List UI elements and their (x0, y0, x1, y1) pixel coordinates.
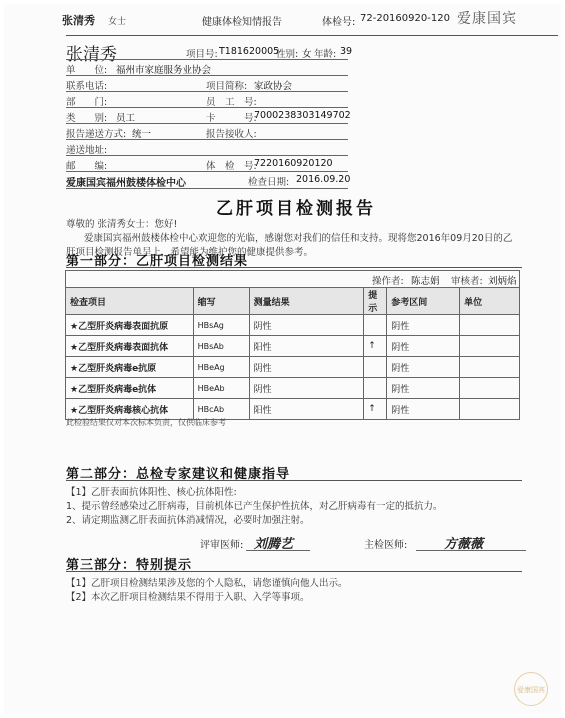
reviewer-label: 审核者: (451, 276, 483, 287)
info-underline (66, 139, 348, 140)
cell-ref: 阴性 (387, 378, 460, 399)
cell-item: ★乙型肝炎病毒表面抗体 (66, 336, 194, 357)
cell-hint: ↑ (364, 399, 387, 420)
reviewer-doctor-signature: 刘腾艺 (254, 537, 294, 552)
cell-abbr: HBsAg (193, 315, 249, 336)
info-underline (66, 188, 348, 189)
section3-rule (66, 571, 522, 572)
project-no-label: 项目号: (186, 49, 218, 60)
cell-unit (460, 357, 520, 378)
project-short-label: 项目简称: (206, 81, 248, 92)
info-underline (66, 155, 348, 156)
info-underline (66, 123, 348, 124)
report-page (4, 4, 561, 714)
info-underline (66, 107, 348, 108)
operator-label: 操作者: (372, 276, 404, 287)
cell-item: ★乙型肝炎病毒表面抗原 (66, 315, 194, 336)
header-patient-name: 张清秀 (62, 14, 95, 27)
address-label: 递送地址: (66, 145, 108, 156)
column-header-hint: 提示 (364, 288, 387, 315)
table-row (66, 336, 520, 357)
cell-abbr: HBsAb (193, 336, 249, 357)
cell-hint (364, 315, 387, 336)
info-underline (66, 171, 348, 172)
signature-underline (416, 550, 526, 551)
greeting: 尊敬的 张清秀女士：您好! (66, 219, 178, 230)
cell-hint (364, 357, 387, 378)
cell-result: 阴性 (249, 315, 364, 336)
header-doc-name: 健康体检知情报告 (202, 17, 282, 28)
category-label: 类 别: (66, 113, 108, 124)
brand-logo-text: 爱康国宾 (457, 11, 517, 27)
corner-seal (514, 672, 548, 706)
section2-rule (66, 480, 522, 481)
signature-underline (246, 550, 310, 551)
project-no: T181620005 (219, 46, 280, 57)
notice-line-2: 【2】本次乙肝项目检测结果不得用于入职、入学等事项。 (66, 592, 310, 603)
reviewer-doctor-label: 评审医师: (200, 540, 244, 551)
advice-line-2: 1、提示曾经感染过乙肝病毒，目前机体已产生保护性抗体，对乙肝病毒有一定的抵抗力。 (66, 501, 443, 512)
column-header-ref: 参考区间 (387, 288, 460, 315)
receiver-label: 报告接收人: (206, 129, 257, 140)
cell-item: ★乙型肝炎病毒e抗原 (66, 357, 194, 378)
result-note: 此检验结果仅对本次标本负责，仅供临床参考 (66, 418, 226, 427)
advice-line-1: 【1】乙肝表面抗体阳性、核心抗体阳性: (66, 487, 237, 498)
column-header-item: 检查项目 (66, 288, 194, 315)
advice-line-3: 2、请定期监测乙肝表面抗体消减情况，必要时加强注射。 (66, 515, 310, 526)
cell-unit (460, 399, 520, 420)
patient-name: 张清秀 (66, 45, 117, 65)
chief-doctor-label: 主检医师: (364, 540, 408, 551)
age-label: 年龄: (314, 49, 337, 60)
cell-unit (460, 315, 520, 336)
patient-underline (66, 59, 348, 60)
cell-hint: ↑ (364, 336, 387, 357)
cell-ref: 阴性 (387, 315, 460, 336)
cell-result: 阴性 (249, 357, 364, 378)
cell-abbr: HBeAg (193, 357, 249, 378)
section1-rule (66, 267, 522, 268)
results-table (65, 287, 520, 420)
unit-value: 福州市家庭服务业协会 (116, 65, 212, 76)
category-value: 员工 (116, 113, 136, 124)
column-header-abbr: 缩写 (193, 288, 249, 315)
cell-result: 阳性 (249, 399, 364, 420)
header-divider (66, 35, 558, 36)
exam-no-value: 7220160920120 (254, 158, 333, 169)
info-underline (66, 75, 348, 76)
center-name: 爱康国宾福州鼓楼体检中心 (66, 178, 186, 189)
delivery-value: 统一 (132, 129, 152, 140)
header-title-suffix: 女士 (108, 17, 127, 27)
postcode-label: 邮 编: (66, 161, 108, 172)
date-label: 检查日期: (248, 177, 290, 188)
reviewer-name: 刘炳焰 (488, 276, 517, 287)
cell-result: 阴性 (249, 378, 364, 399)
cell-abbr: HBcAb (193, 399, 249, 420)
phone-label: 联系电话: (66, 81, 108, 92)
table-row (66, 378, 520, 399)
header-exam-no: 72-20160920-120 (360, 13, 450, 24)
cell-ref: 阴性 (387, 357, 460, 378)
table-row (66, 315, 520, 336)
corner-seal-text: 爱康国宾 (517, 686, 545, 694)
delivery-label: 报告递送方式: (66, 129, 127, 140)
age: 39 (340, 46, 353, 57)
employee-no-label: 员 工 号: (206, 97, 257, 108)
cell-result: 阳性 (249, 336, 364, 357)
header-exam-label: 体检号: (322, 17, 356, 28)
info-underline (66, 91, 348, 92)
cell-abbr: HBeAb (193, 378, 249, 399)
cell-item: ★乙型肝炎病毒核心抗体 (66, 399, 194, 420)
section3-title: 第三部分：特别提示 (66, 558, 193, 573)
intro-line-2: 肝项目检测报告单呈上，希望能为维护您的健康提供参考。 (66, 247, 314, 258)
date-value: 2016.09.20 (296, 174, 351, 185)
intro-line-1: 爱康国宾福州鼓楼体检中心欢迎您的光临，感谢您对我们的信任和支持。现将您2016年09月20日的乙 (84, 233, 513, 244)
column-header-unit: 单位 (460, 288, 520, 315)
table-row (66, 357, 520, 378)
gender: 女 (302, 49, 312, 60)
cell-unit (460, 378, 520, 399)
table-header-row (66, 288, 520, 315)
gender-label: 性别: (276, 49, 299, 60)
card-value: 7000238303149702 (254, 110, 351, 121)
card-label: 卡 号: (206, 113, 257, 124)
project-short-value: 家政协会 (254, 81, 293, 92)
section1-title: 第一部分：乙肝项目检测结果 (66, 254, 249, 269)
notice-line-1: 【1】乙肝项目检测结果涉及您的个人隐私，请您谨慎向他人出示。 (66, 578, 348, 589)
operator-name: 陈志娟 (411, 276, 440, 287)
dept-label: 部 门: (66, 97, 108, 108)
exam-no-label: 体 检 号: (206, 161, 257, 172)
unit-label: 单 位: (66, 65, 108, 76)
cell-ref: 阴性 (387, 399, 460, 420)
chief-doctor-signature: 方薇薇 (444, 537, 484, 552)
report-title: 乙肝项目检测报告 (216, 199, 376, 219)
section2-title: 第二部分：总检专家建议和健康指导 (66, 467, 291, 482)
cell-unit (460, 336, 520, 357)
column-header-result: 测量结果 (249, 288, 364, 315)
cell-item: ★乙型肝炎病毒e抗体 (66, 378, 194, 399)
cell-ref: 阴性 (387, 336, 460, 357)
cell-hint (364, 378, 387, 399)
